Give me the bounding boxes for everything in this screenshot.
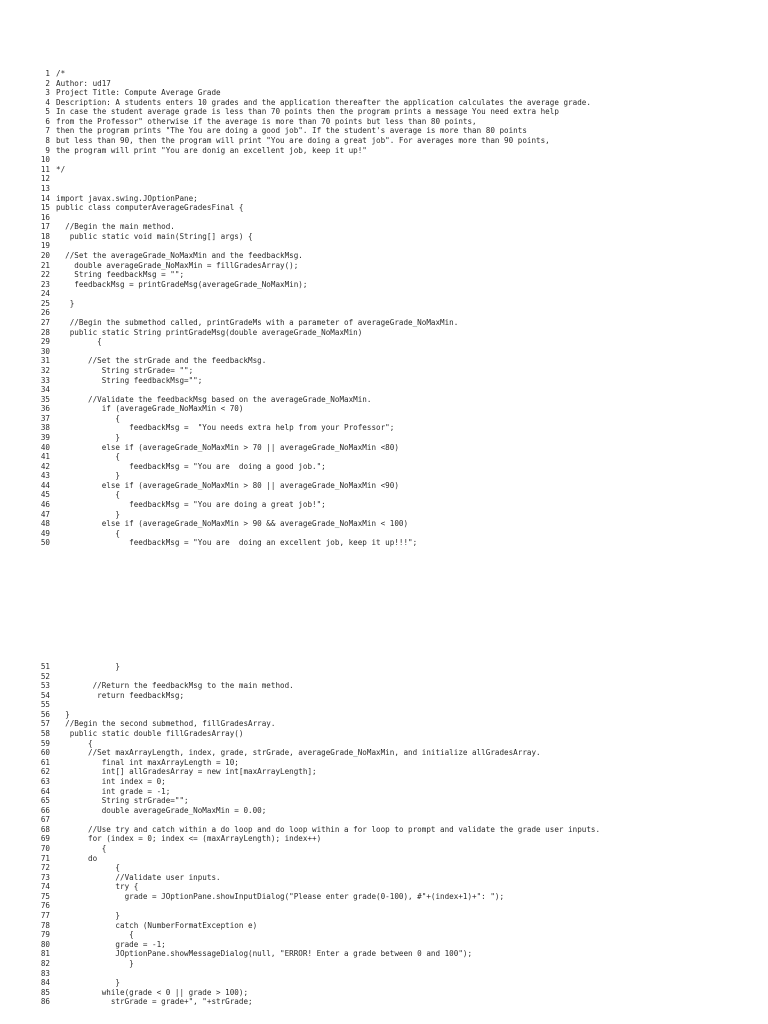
code-line bbox=[40, 433, 591, 443]
line-text: Project Title: Compute Average Grade bbox=[56, 88, 221, 98]
line-number: 84 bbox=[40, 978, 50, 988]
line-text: but less than 90, then the program will print "You are doing a great job". For averages more than 90 points, bbox=[56, 136, 550, 146]
line-number: 61 bbox=[40, 757, 50, 767]
code-line bbox=[40, 251, 591, 261]
code-line bbox=[40, 79, 591, 89]
code-line bbox=[40, 328, 591, 338]
code-line bbox=[40, 308, 591, 318]
line-text: //Begin the submethod called, printGradeMs with a parameter of averageGrade_NoMaxMin. bbox=[56, 318, 459, 328]
line-number: 67 bbox=[40, 815, 50, 825]
code-line bbox=[40, 681, 600, 691]
line-text: grade = JOptionPane.showInputDialog("Please enter grade(0-100), #"+(index+1)+": "); bbox=[56, 891, 505, 901]
line-number: 30 bbox=[40, 346, 50, 356]
line-number: 64 bbox=[40, 786, 50, 796]
code-line bbox=[40, 538, 591, 548]
line-text: if (averageGrade_NoMaxMin < 70) bbox=[56, 404, 244, 414]
line-number: 68 bbox=[40, 824, 50, 834]
line-number: 40 bbox=[40, 442, 50, 452]
line-text: double averageGrade_NoMaxMin = fillGradesArray(); bbox=[56, 260, 299, 270]
line-text: Author: ud17 bbox=[56, 78, 111, 88]
line-text: else if (averageGrade_NoMaxMin > 80 || averageGrade_NoMaxMin <90) bbox=[56, 480, 399, 490]
code-line bbox=[40, 376, 591, 386]
line-number: 85 bbox=[40, 987, 50, 997]
code-line bbox=[40, 241, 591, 251]
code-line bbox=[40, 758, 600, 768]
line-text: int grade = -1; bbox=[56, 786, 171, 796]
line-text: { bbox=[56, 843, 107, 853]
line-number: 22 bbox=[40, 270, 50, 280]
code-line bbox=[40, 184, 591, 194]
line-text: } bbox=[56, 911, 121, 921]
line-text: then the program prints "The You are doing a good job". If the student's average is more than 80 points bbox=[56, 126, 527, 136]
line-text: for (index = 0; index <= (maxArrayLength); index++) bbox=[56, 834, 322, 844]
code-line bbox=[40, 270, 591, 280]
code-line bbox=[40, 767, 600, 777]
code-line bbox=[40, 213, 591, 223]
code-line bbox=[40, 882, 600, 892]
code-line bbox=[40, 892, 600, 902]
line-text: else if (averageGrade_NoMaxMin > 70 || averageGrade_NoMaxMin <80) bbox=[56, 442, 399, 452]
code-line bbox=[40, 691, 600, 701]
line-text: feedbackMsg = "You are doing a great job!"; bbox=[56, 500, 326, 510]
line-number: 27 bbox=[40, 318, 50, 328]
line-number: 74 bbox=[40, 882, 50, 892]
line-number: 72 bbox=[40, 863, 50, 873]
line-number: 7 bbox=[45, 126, 50, 136]
line-text: feedbackMsg = "You are doing a good job."; bbox=[56, 461, 326, 471]
line-text: Description: A students enters 10 grades and the application thereafter the application calculates the average grade. bbox=[56, 97, 591, 107]
code-line bbox=[40, 959, 600, 969]
code-line bbox=[40, 901, 600, 911]
line-text: //Use try and catch within a do loop and do loop within a for loop to prompt and validate the grade user inputs. bbox=[56, 824, 601, 834]
line-number: 46 bbox=[40, 500, 50, 510]
line-text: { bbox=[56, 738, 93, 748]
code-line bbox=[40, 940, 600, 950]
code-line bbox=[40, 700, 600, 710]
line-number: 53 bbox=[40, 681, 50, 691]
line-number: 65 bbox=[40, 796, 50, 806]
code-line bbox=[40, 107, 591, 117]
line-number: 83 bbox=[40, 968, 50, 978]
code-line bbox=[40, 452, 591, 462]
code-line bbox=[40, 337, 591, 347]
line-number: 37 bbox=[40, 413, 50, 423]
line-text: import javax.swing.JOptionPane; bbox=[56, 193, 198, 203]
line-number: 70 bbox=[40, 843, 50, 853]
code-line bbox=[40, 261, 591, 271]
code-line bbox=[40, 155, 591, 165]
line-number: 32 bbox=[40, 365, 50, 375]
line-number: 21 bbox=[40, 260, 50, 270]
code-line bbox=[40, 146, 591, 156]
line-number: 23 bbox=[40, 279, 50, 289]
code-line bbox=[40, 347, 591, 357]
line-text: { bbox=[56, 863, 121, 873]
line-text: //Set the averageGrade_NoMaxMin and the feedbackMsg. bbox=[56, 250, 303, 260]
code-line bbox=[40, 69, 591, 79]
line-text: final int maxArrayLength = 10; bbox=[56, 757, 239, 767]
line-number: 14 bbox=[40, 193, 50, 203]
line-number: 26 bbox=[40, 308, 50, 318]
code-line bbox=[40, 969, 600, 979]
code-line bbox=[40, 739, 600, 749]
code-line bbox=[40, 796, 600, 806]
line-number: 47 bbox=[40, 509, 50, 519]
line-number: 57 bbox=[40, 719, 50, 729]
line-text: strGrade = grade+", "+strGrade; bbox=[56, 997, 253, 1007]
line-text: //Validate the feedbackMsg based on the averageGrade_NoMaxMin. bbox=[56, 394, 372, 404]
code-line bbox=[40, 280, 591, 290]
line-text: //Begin the second submethod, fillGradesArray. bbox=[56, 719, 276, 729]
code-line bbox=[40, 997, 600, 1007]
line-number: 51 bbox=[40, 662, 50, 671]
code-line bbox=[40, 356, 591, 366]
line-text: feedbackMsg = "You are doing an excellent job, keep it up!!!"; bbox=[56, 538, 418, 548]
line-number: 86 bbox=[40, 997, 50, 1007]
code-line bbox=[40, 777, 600, 787]
line-number: 59 bbox=[40, 738, 50, 748]
line-number: 6 bbox=[45, 116, 50, 126]
line-number: 8 bbox=[45, 136, 50, 146]
line-number: 9 bbox=[45, 145, 50, 155]
line-text: the program will print "You are donig an excellent job, keep it up!" bbox=[56, 145, 367, 155]
line-text: } bbox=[56, 509, 121, 519]
line-number: 19 bbox=[40, 241, 50, 251]
line-number: 78 bbox=[40, 920, 50, 930]
line-number: 77 bbox=[40, 911, 50, 921]
line-number: 35 bbox=[40, 394, 50, 404]
line-text: } bbox=[56, 958, 134, 968]
line-text: feedbackMsg = "You needs extra help from your Professor"; bbox=[56, 423, 395, 433]
code-line bbox=[40, 873, 600, 883]
code-line bbox=[40, 672, 600, 682]
line-text: //Set the strGrade and the feedbackMsg. bbox=[56, 356, 267, 366]
line-number: 36 bbox=[40, 404, 50, 414]
code-line bbox=[40, 165, 591, 175]
code-line bbox=[40, 529, 591, 539]
line-text: int[] allGradesArray = new int[maxArrayLength]; bbox=[56, 767, 317, 777]
line-text: while(grade < 0 || grade > 100); bbox=[56, 987, 249, 997]
line-number: 28 bbox=[40, 327, 50, 337]
line-number: 44 bbox=[40, 480, 50, 490]
code-line bbox=[40, 98, 591, 108]
line-text: JOptionPane.showMessageDialog(null, "ERROR! Enter a grade between 0 and 100"); bbox=[56, 949, 473, 959]
code-line bbox=[40, 949, 600, 959]
code-line bbox=[40, 729, 600, 739]
line-text: { bbox=[56, 528, 121, 538]
code-line bbox=[40, 854, 600, 864]
line-number: 73 bbox=[40, 872, 50, 882]
code-line bbox=[40, 988, 600, 998]
code-line bbox=[40, 490, 591, 500]
line-text: */ bbox=[56, 164, 66, 174]
code-line bbox=[40, 471, 591, 481]
line-text: } bbox=[56, 662, 121, 671]
line-number: 48 bbox=[40, 519, 50, 529]
line-text: } bbox=[56, 298, 75, 308]
code-line bbox=[40, 404, 591, 414]
code-line bbox=[40, 366, 591, 376]
line-text: from the Professor" otherwise if the average is more than 70 points but less than 80 points, bbox=[56, 116, 477, 126]
code-line bbox=[40, 385, 591, 395]
line-number: 58 bbox=[40, 729, 50, 739]
line-text: String feedbackMsg = ""; bbox=[56, 270, 185, 280]
line-text: String strGrade= ""; bbox=[56, 365, 194, 375]
code-line bbox=[40, 930, 600, 940]
code-line bbox=[40, 806, 600, 816]
line-number: 25 bbox=[40, 298, 50, 308]
code-line bbox=[40, 174, 591, 184]
line-number: 39 bbox=[40, 432, 50, 442]
line-number: 79 bbox=[40, 930, 50, 940]
code-line bbox=[40, 117, 591, 127]
line-text: String strGrade=""; bbox=[56, 796, 189, 806]
line-text: grade = -1; bbox=[56, 939, 166, 949]
code-line bbox=[40, 299, 591, 309]
code-line bbox=[40, 710, 600, 720]
line-number: 15 bbox=[40, 203, 50, 213]
line-text: String feedbackMsg=""; bbox=[56, 375, 203, 385]
line-number: 38 bbox=[40, 423, 50, 433]
line-text: In case the student average grade is less than 70 points then the program prints a message You need extra help bbox=[56, 107, 559, 117]
code-line bbox=[40, 423, 591, 433]
line-number: 62 bbox=[40, 767, 50, 777]
line-number: 2 bbox=[45, 78, 50, 88]
line-text: /* bbox=[56, 69, 66, 78]
code-line bbox=[40, 289, 591, 299]
line-text: //Set maxArrayLength, index, grade, strGrade, averageGrade_NoMaxMin, and initialize allGradesArray. bbox=[56, 748, 541, 758]
code-line bbox=[40, 395, 591, 405]
code-line bbox=[40, 748, 600, 758]
line-number: 66 bbox=[40, 805, 50, 815]
line-text: else if (averageGrade_NoMaxMin > 90 && averageGrade_NoMaxMin < 100) bbox=[56, 519, 409, 529]
line-number: 41 bbox=[40, 452, 50, 462]
line-text: } bbox=[56, 432, 121, 442]
code-line bbox=[40, 911, 600, 921]
code-line bbox=[40, 921, 600, 931]
line-text: public static double fillGradesArray() bbox=[56, 729, 244, 739]
code-line bbox=[40, 815, 600, 825]
line-number: 55 bbox=[40, 700, 50, 710]
line-text: double averageGrade_NoMaxMin = 0.00; bbox=[56, 805, 267, 815]
code-line bbox=[40, 443, 591, 453]
code-line bbox=[40, 481, 591, 491]
line-number: 43 bbox=[40, 471, 50, 481]
line-text: do bbox=[56, 853, 98, 863]
code-line bbox=[40, 203, 591, 213]
line-number: 76 bbox=[40, 901, 50, 911]
code-line bbox=[40, 318, 591, 328]
line-number: 16 bbox=[40, 212, 50, 222]
code-line bbox=[40, 88, 591, 98]
line-number: 63 bbox=[40, 776, 50, 786]
code-line bbox=[40, 136, 591, 146]
line-number: 49 bbox=[40, 528, 50, 538]
line-text: { bbox=[56, 413, 121, 423]
code-line bbox=[40, 462, 591, 472]
line-number: 71 bbox=[40, 853, 50, 863]
line-number: 60 bbox=[40, 748, 50, 758]
code-line bbox=[40, 194, 591, 204]
code-line bbox=[40, 834, 600, 844]
line-text: return feedbackMsg; bbox=[56, 690, 185, 700]
code-line bbox=[40, 978, 600, 988]
code-line bbox=[40, 414, 591, 424]
line-number: 24 bbox=[40, 289, 50, 299]
code-line bbox=[40, 844, 600, 854]
code-line bbox=[40, 232, 591, 242]
line-number: 80 bbox=[40, 939, 50, 949]
line-number: 11 bbox=[40, 164, 50, 174]
line-text: catch (NumberFormatException e) bbox=[56, 920, 258, 930]
line-number: 45 bbox=[40, 490, 50, 500]
line-number: 4 bbox=[45, 97, 50, 107]
line-text: { bbox=[56, 337, 102, 347]
line-text: { bbox=[56, 930, 134, 940]
code-line bbox=[40, 719, 600, 729]
line-number: 3 bbox=[45, 88, 50, 98]
line-number: 18 bbox=[40, 231, 50, 241]
line-text: public class computerAverageGradesFinal { bbox=[56, 203, 244, 213]
line-text: //Begin the main method. bbox=[56, 222, 175, 232]
line-number: 13 bbox=[40, 183, 50, 193]
code-line bbox=[40, 510, 591, 520]
code-line bbox=[40, 825, 600, 835]
line-text: try { bbox=[56, 882, 139, 892]
line-text: //Return the feedbackMsg to the main method. bbox=[56, 681, 294, 691]
line-number: 1 bbox=[45, 69, 50, 78]
line-text: public static String printGradeMsg(double averageGrade_NoMaxMin) bbox=[56, 327, 363, 337]
line-number: 17 bbox=[40, 222, 50, 232]
line-number: 75 bbox=[40, 891, 50, 901]
line-number: 5 bbox=[45, 107, 50, 117]
line-number: 56 bbox=[40, 709, 50, 719]
line-number: 82 bbox=[40, 958, 50, 968]
line-number: 54 bbox=[40, 690, 50, 700]
line-text: } bbox=[56, 709, 70, 719]
code-line bbox=[40, 222, 591, 232]
line-number: 20 bbox=[40, 250, 50, 260]
line-text: int index = 0; bbox=[56, 776, 166, 786]
line-text: } bbox=[56, 978, 121, 988]
line-number: 81 bbox=[40, 949, 50, 959]
code-listing-part-2 bbox=[40, 662, 600, 1007]
line-number: 31 bbox=[40, 356, 50, 366]
line-number: 52 bbox=[40, 671, 50, 681]
line-number: 10 bbox=[40, 155, 50, 165]
code-line bbox=[40, 519, 591, 529]
line-number: 12 bbox=[40, 174, 50, 184]
line-number: 42 bbox=[40, 461, 50, 471]
line-number: 34 bbox=[40, 385, 50, 395]
line-text: } bbox=[56, 471, 121, 481]
code-line bbox=[40, 500, 591, 510]
code-line bbox=[40, 863, 600, 873]
line-text: { bbox=[56, 452, 121, 462]
code-line bbox=[40, 662, 600, 672]
line-number: 33 bbox=[40, 375, 50, 385]
line-text: { bbox=[56, 490, 121, 500]
line-text: //Validate user inputs. bbox=[56, 872, 221, 882]
code-line bbox=[40, 787, 600, 797]
line-text: feedbackMsg = printGradeMsg(averageGrade_NoMaxMin); bbox=[56, 279, 308, 289]
code-line bbox=[40, 126, 591, 136]
line-number: 29 bbox=[40, 337, 50, 347]
line-number: 50 bbox=[40, 538, 50, 548]
line-text: public static void main(String[] args) { bbox=[56, 231, 253, 241]
code-listing-part-1 bbox=[40, 69, 591, 548]
line-number: 69 bbox=[40, 834, 50, 844]
